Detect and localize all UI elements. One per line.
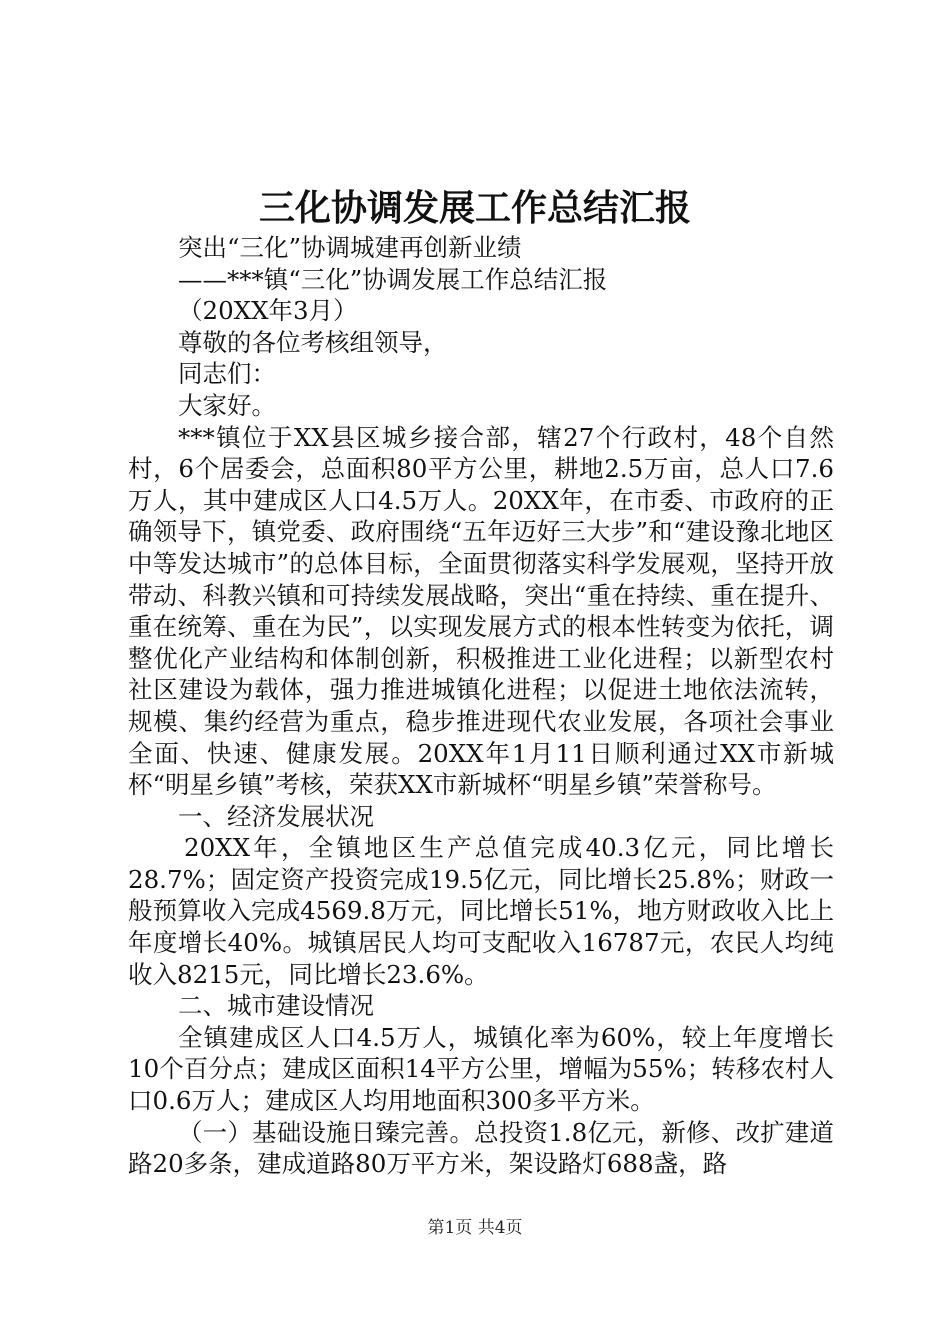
page-number-footer: 第1页 共4页	[427, 1218, 523, 1238]
paragraph-economy: 20XX年，全镇地区生产总值完成40.3亿元，同比增长28.7%；固定资产投资完成19.5亿元，同比增长25.8%；财政一般预算收入完成4569.8万元，同比增长51%，地方财政收入比上年度增长40%。城镇居民人均可支配收入16787元，农民人均纯收入8215元，同比增长23.6%。	[128, 833, 834, 989]
section-heading-economy: 一、经济发展状况	[178, 801, 374, 831]
section-heading-city: 二、城市建设情况	[178, 991, 374, 1021]
paragraph-intro: ***镇位于XX县区城乡接合部，辖27个行政村，48个自然村，6个居委会，总面积80平方公里，耕地2.5万亩，总人口7.6万人，其中建成区人口4.5万人。20XX年，在市委、市政府的正确领导下，镇党委、政府围绕“五年迈好三大步”和“建设豫北地区中等发达城市”的总体目标，全面贯彻落实科学发展观，坚持开放带动、科教兴镇和可持续发展战略，突出“重在持续、重在提升、重在统筹、重在为民”，以实现发展方式的根本性转变为依托，调整优化产业结构和体制创新，积极推进工业化进程；以新型农村社区建设为载体，强力推进城镇化进程；以促进土地依法流转，规模、集约经营为重点，稳步推进现代农业发展，各项社会事业全面、快速、健康发展。20XX年1月11日顺利通过XX市新城杯“明星乡镇”考核，荣获XX市新城杯“明星乡镇”荣誉称号。	[128, 422, 834, 800]
greeting: 大家好。	[178, 390, 276, 420]
report-date: （20XX年3月）	[178, 296, 358, 326]
salutation-leaders: 尊敬的各位考核组领导，	[178, 327, 448, 357]
salutation-comrades: 同志们：	[178, 359, 276, 389]
subtitle-secondary: ——***镇“三化”协调发展工作总结汇报	[178, 264, 608, 294]
document-body	[128, 232, 834, 1180]
subtitle: 突出“三化”协调城建再创新业绩	[178, 233, 522, 262]
document-title: 三化协调发展工作总结汇报	[258, 187, 691, 229]
paragraph-city: 全镇建成区人口4.5万人，城镇化率为60%，较上年度增长10个百分点；建成区面积14平方公里，增幅为55%；转移农村人口0.6万人；建成区人均用地面积300多平方米。	[128, 1022, 834, 1116]
paragraph-infrastructure: （一）基础设施日臻完善。总投资1.8亿元，新修、改扩建道路20多条，建成道路80万平方米，架设路灯688盏，路	[128, 1117, 834, 1179]
